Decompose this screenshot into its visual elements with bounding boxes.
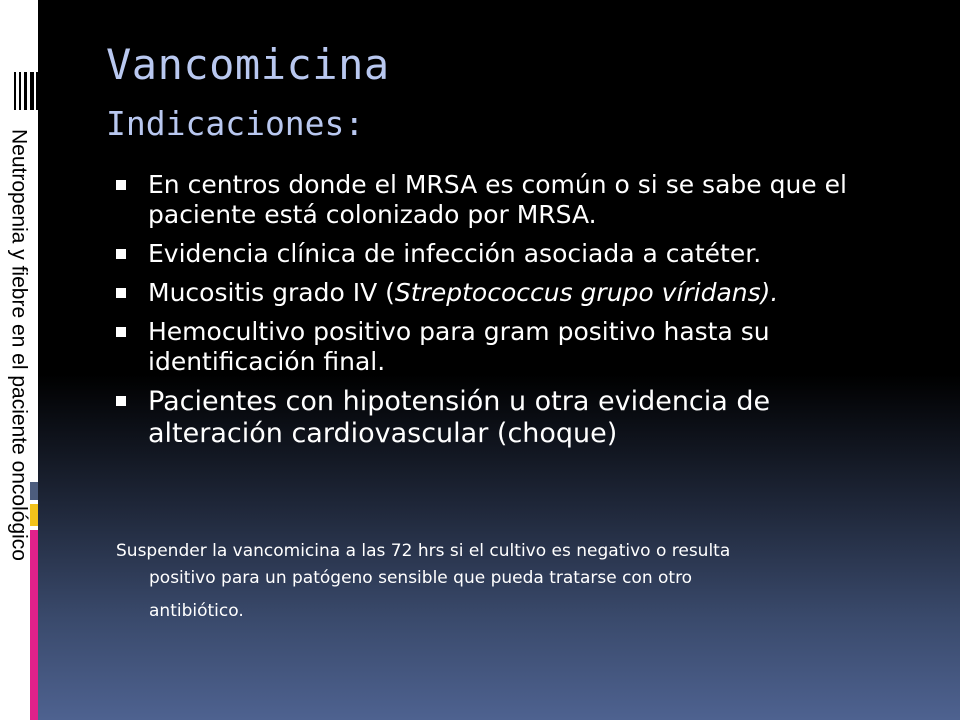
pink-accent-bar [30, 530, 38, 720]
decorative-color-bars [30, 482, 38, 720]
bullet-item [114, 317, 904, 377]
bullet-text: Pacientes con hipotensión u otra evidencia de alteración cardiovascular (choque) [148, 386, 771, 449]
square-bullet-icon [116, 396, 126, 406]
bullet-item [114, 239, 904, 269]
bullet-item [114, 170, 904, 230]
footnote-line-3: antibiótico. [149, 601, 244, 621]
footnote-line-2: positivo para un patógeno sensible que pueda tratarse con otro [149, 568, 693, 588]
slide-content [38, 0, 960, 720]
bullet-item [114, 386, 904, 450]
square-bullet-icon [116, 249, 126, 259]
yellow-accent-bar [30, 504, 38, 526]
square-bullet-icon [116, 288, 126, 298]
footnote-line-1: Suspender la vancomicina a las 72 hrs si el cultivo es negativo o resulta [116, 541, 731, 561]
footnote [116, 538, 916, 625]
sidebar-vertical-title: Neutropenia y fiebre en el paciente oncológico [7, 129, 31, 561]
bullet-list [114, 170, 904, 459]
square-bullet-icon [116, 180, 126, 190]
sidebar [0, 0, 38, 720]
bullet-text: Mucositis grado IV ( [148, 278, 395, 307]
bullet-text: Hemocultivo positivo para gram positivo hasta su identificación final. [148, 317, 770, 376]
bullet-italic-text: Streptococcus grupo víridans). [394, 278, 779, 307]
square-bullet-icon [116, 327, 126, 337]
slide-title: Vancomicina [106, 40, 390, 89]
blue-accent-bar [30, 482, 38, 500]
bullet-item [114, 278, 904, 308]
bullet-text: En centros donde el MRSA es común o si se sabe que el paciente está colonizado por MRSA. [148, 170, 847, 229]
bullet-text: Evidencia clínica de infección asociada a catéter. [148, 239, 762, 268]
slide-subtitle: Indicaciones: [106, 104, 365, 143]
